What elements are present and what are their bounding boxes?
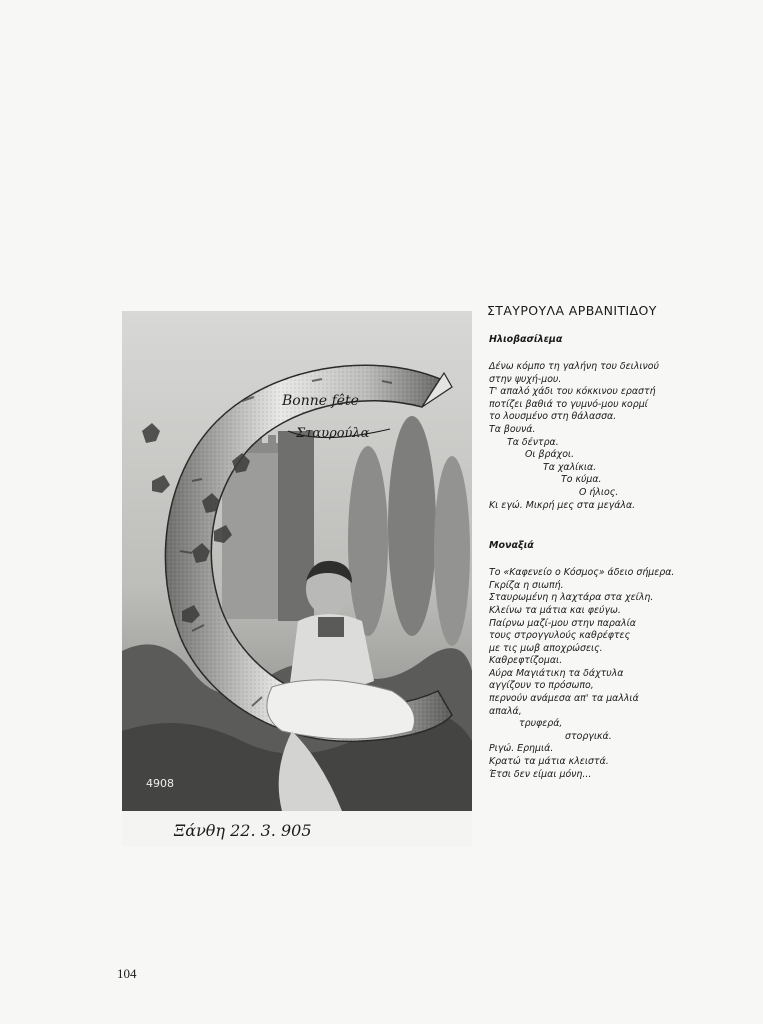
- poem-line: Τα δέντρα.: [507, 436, 559, 448]
- poem: [487, 334, 749, 512]
- poem-line: Καθρεφτίζομαι.: [489, 655, 563, 667]
- poem-line: Οι βράχοι.: [525, 449, 575, 461]
- poem-line: το λουσμένο στη θάλασσα.: [489, 411, 617, 423]
- poem-line: Κι εγώ. Μικρή μες στα μεγάλα.: [489, 499, 636, 511]
- poem-line: Δένω κόμπο τη γαλήνη του δειλινού: [489, 361, 659, 372]
- poem-line: στην ψυχή-μου.: [489, 373, 562, 385]
- poem-line: Το «Καφενείο ο Κόσμος» άδειο σήμερα.: [489, 567, 675, 579]
- poem-title: Ηλιοβασίλεμα: [489, 334, 563, 345]
- poem-line: Αύρα Μαγιάτικη τα δάχτυλα: [489, 667, 624, 679]
- author-name: ΣΤΑΥΡΟΥΛΑ ΑΡΒΑΝΙΤΙΔΟΥ: [487, 303, 657, 318]
- poem-line: αγγίζουν το πρόσωπο,: [489, 680, 594, 692]
- poem-column: [487, 303, 749, 781]
- poem-line: Τ' απαλό χάδι του κόκκινου εραστή: [489, 386, 656, 398]
- poem-line: τους στρογγυλούς καθρέφτες: [489, 630, 631, 642]
- poem-line: Τα χαλίκια.: [543, 461, 597, 473]
- poem-lines: [489, 567, 749, 781]
- poem-lines: [489, 361, 749, 512]
- poem-line: περνούν ανάμεσα απ' τα μαλλιά: [489, 693, 639, 705]
- poem-line: Παίρνω μαζί-μου στην παραλία: [489, 617, 636, 629]
- page-number: 104: [117, 966, 137, 981]
- poem-line: Τα βουνά.: [489, 423, 536, 435]
- inscription-text: Bonne fête: [282, 393, 359, 409]
- poem-line: στοργικά.: [565, 730, 612, 742]
- poem-line: Σταυρωμένη η λαχτάρα στα χείλη.: [489, 592, 654, 604]
- poem-line: με τις μωβ αποχρώσεις.: [489, 642, 603, 654]
- poem-line: Κλείνω τα μάτια και φεύγω.: [489, 604, 621, 616]
- poem-title: Μοναξιά: [489, 540, 534, 552]
- poem-line: ποτίζει βαθιά το γυμνό-μου κορμί: [489, 398, 648, 410]
- poem-line: Ο ήλιος.: [579, 486, 619, 498]
- poem: [487, 540, 749, 781]
- poem-line: Ριγώ. Ερημιά.: [489, 743, 554, 755]
- poem-line: Έτσι δεν είμαι μόνη...: [489, 768, 592, 780]
- poem-line: Κρατώ τα μάτια κλειστά.: [489, 756, 609, 768]
- postcard-photo: [122, 311, 472, 847]
- signature-text: Σταυρούλα: [296, 426, 370, 441]
- handwritten-place-date: Ξάνθη 22. 3. 905: [174, 821, 312, 840]
- poem-line: απαλά,: [489, 705, 522, 717]
- poem-line: τρυφερά,: [519, 718, 563, 730]
- poem-line: Το κύμα.: [561, 474, 602, 486]
- card-number: 4908: [146, 777, 174, 790]
- poem-line: Γκρίζα η σιωπή.: [489, 579, 564, 591]
